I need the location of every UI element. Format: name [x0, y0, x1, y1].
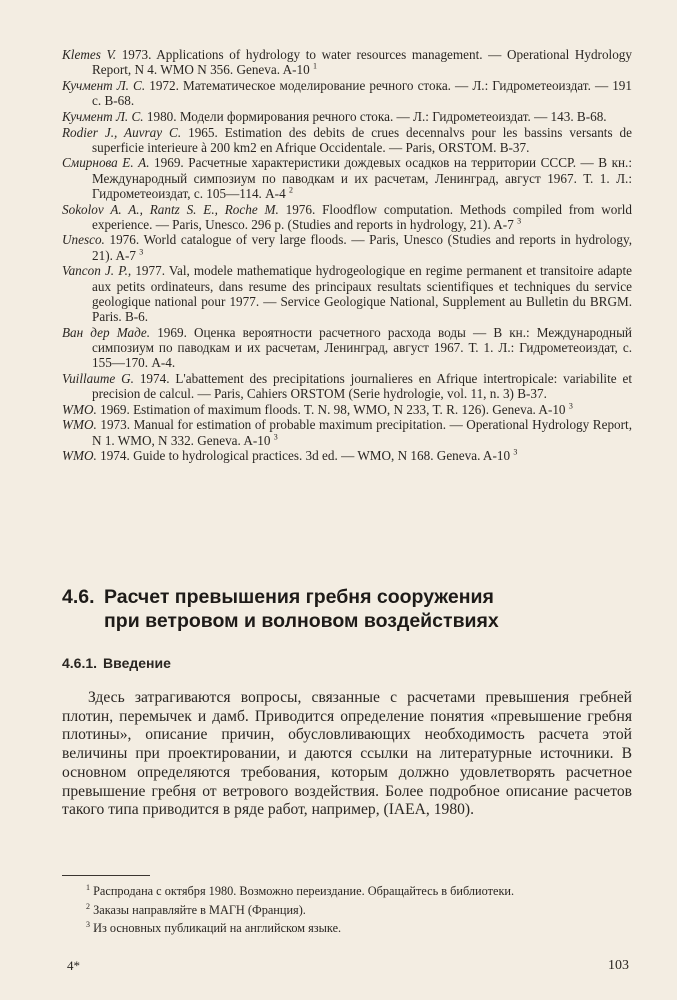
reference-item — [62, 109, 632, 124]
reference-item — [62, 325, 632, 371]
reference-text: 1969. Оценка вероятности расчетного расхода воды — В кн.: Международный симпозиум по паводкам и их расчетам, Ленинград, август 1967. Т. 1. Л.: Гидрометеоиздат, с. 155—170. А-4. — [92, 324, 632, 371]
reference-text: 1976. Floodflow computation. Methods compiled from world experience. — Paris, Unesco. 296 p. (Studies and reports in hydrology, 21). A-7 — [92, 201, 632, 232]
reference-text: 1973. Applications of hydrology to water resources management. — Operational Hydrology Report, N 4. WMO N 356. Geneva. A-10 — [92, 47, 632, 78]
reference-text: 1977. Val, modele mathematique hydrogeologique en regime permanent et transitoire adapte aux petits ordinateurs, dans resume des principaux resultats scientifiques et techniques du service geologique national pour 1977. — Service Geologique National, Supplement au Bulletin du BRGM. Paris. B-6. — [92, 263, 633, 324]
body-paragraph: Здесь затрагиваются вопросы, связанные с расчетами превышения гребней плотин, перемычек и дамб. Приводится определение понятия «превышение гребня плотины», описание причин, обусловливающих необходимость расчета этой величины при проектировании, и даются ссылки на литературные источники. В основном определяются требования, которым должно удовлетворять расчетное превышение гребня от ветрового воздействия. Более подробное описание расчетов такого типа приводится в ряде работ, например, (IAEA, 1980). — [62, 689, 632, 819]
footnotes — [62, 881, 632, 937]
subsection-heading — [62, 654, 171, 672]
footnote-mark: 3 — [568, 401, 573, 411]
reference-item — [62, 155, 632, 201]
reference-item — [62, 417, 632, 447]
footnote-mark: 3 — [139, 247, 144, 257]
reference-text: 1973. Manual for estimation of probable maximum precipitation. — Operational Hydrology Report, N 1. WMO, N 332. Geneva. A-10 — [92, 417, 632, 448]
reference-author: Sokolov A. A., Rantz S. E., Roche M. — [62, 201, 279, 217]
reference-author: Unesco. — [62, 232, 105, 248]
reference-author: Vancon J. P., — [62, 263, 132, 279]
reference-item — [62, 125, 632, 155]
reference-author: WMO. — [62, 401, 97, 417]
reference-author: WMO. — [62, 417, 97, 433]
subsection-number: 4.6.1. — [62, 655, 98, 671]
reference-item — [62, 448, 632, 463]
reference-text: 1976. World catalogue of very large floods. — Paris, Unesco (Studies and reports in hydrology, 21). A-7 — [92, 232, 632, 263]
reference-author: Кучмент Л. С. — [62, 77, 146, 93]
printer-signature: 4* — [67, 958, 80, 973]
section-heading — [62, 585, 632, 633]
reference-text: 1972. Математическое моделирование речного стока. — Л.: Гидрометеоиздат. — 191 с. В-68. — [92, 77, 632, 109]
reference-text: 1965. Estimation des debits de crues decennalvs pour les bassins versants de superficie interieure à 200 km2 en Afrique Occidentale. — Paris, ORSTOM. B-37. — [92, 124, 632, 155]
page-number: 103 — [608, 958, 629, 973]
footnote-text: Распродана с октября 1980. Возможно переиздание. Обращайтесь в библиотеки. — [93, 884, 515, 899]
section-number: 4.6. — [62, 586, 95, 608]
reference-item — [62, 402, 632, 417]
reference-text: 1974. L'abattement des precipitations journalieres en Afrique intertropicale: variabilite et precision de calcul. — Paris, Cahiers ORSTOM (Serie hydrologie, vol. 11, n. 3) B-37. — [92, 370, 632, 401]
footnote — [62, 900, 632, 918]
reference-author: WMO. — [62, 448, 97, 464]
footnote-mark: 3 — [513, 447, 518, 457]
footnote-text: Из основных публикаций на английском языке. — [93, 921, 342, 936]
reference-text: 1969. Estimation of maximum floods. T. N. 98, WMO, N 233, T. R. 126). Geneva. A-10 — [96, 401, 566, 417]
reference-text: 1980. Модели формирования речного стока. — Л.: Гидрометеоиздат. — 143. В-68. — [143, 108, 607, 124]
footnote-number: 3 — [86, 920, 90, 929]
reference-item — [62, 232, 632, 262]
reference-text: 1974. Guide to hydrological practices. 3d ed. — WMO, N 168. Geneva. A-10 — [96, 448, 511, 464]
footnote-text: Заказы направляйте в МАГН (Франция). — [93, 902, 306, 917]
footnote — [62, 918, 632, 936]
footnote-mark: 2 — [288, 185, 293, 195]
reference-item — [62, 371, 632, 401]
reference-list — [62, 47, 632, 464]
footnote-mark: 1 — [312, 61, 317, 71]
reference-item — [62, 78, 632, 108]
footnote-mark: 3 — [517, 216, 522, 226]
reference-author: Klemes V. — [62, 47, 117, 62]
footnote-number: 1 — [86, 883, 90, 892]
reference-text: 1969. Расчетные характеристики дождевых осадков на территории СССР. — В кн.: Международный симпозиум по паводкам и их расчетам, Ленинград, август 1967. Т. 1. Л.: Гидрометеоиздат, с. 105—114. А-4 — [92, 155, 633, 201]
footnote — [62, 881, 632, 899]
footnote-number: 2 — [86, 901, 90, 911]
footnote-divider — [62, 875, 150, 876]
reference-author: Vuillaume G. — [62, 370, 134, 386]
reference-author: Ван дер Маде. — [62, 324, 151, 340]
footnote-mark: 3 — [273, 432, 278, 442]
reference-author: Смирнова Е. А. — [62, 155, 150, 171]
reference-item — [62, 263, 632, 324]
reference-author: Кучмент Л. С. — [62, 108, 144, 124]
reference-item — [62, 47, 632, 77]
subsection-title: Введение — [103, 655, 171, 671]
section-title-line1: Расчет превышения гребня сооружения — [104, 586, 494, 608]
reference-author: Rodier J., Auvray C. — [62, 124, 182, 140]
section-title-line2: при ветровом и волновом воздействиях — [104, 610, 499, 632]
reference-item — [62, 202, 632, 232]
